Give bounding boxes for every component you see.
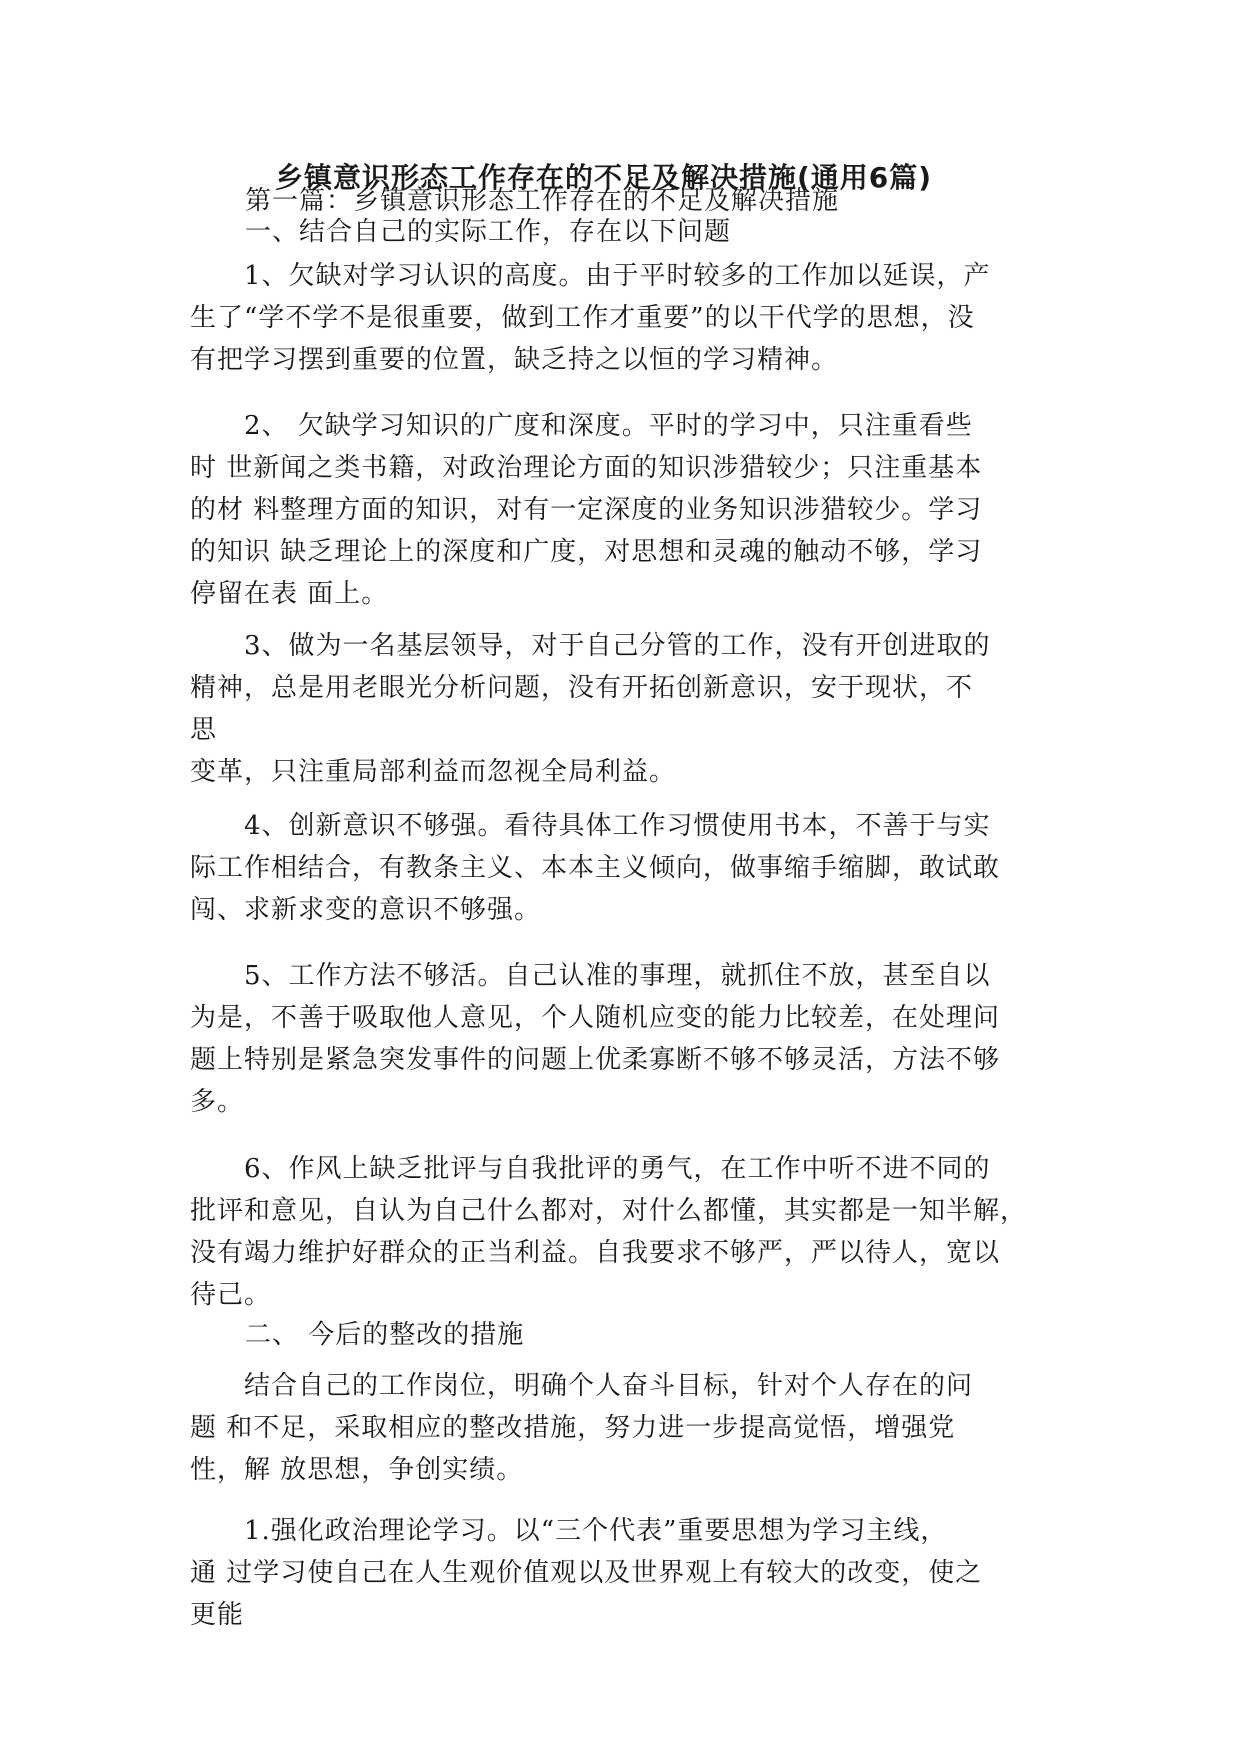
paragraph-line: 时 世新闻之类书籍，对政治理论方面的知识涉猎较少；只注重基本: [190, 453, 983, 483]
paragraph-line: 题 和不足，采取相应的整改措施，努力进一步提高觉悟，增强党: [190, 1413, 956, 1443]
paragraph-line: 闯、求新求变的意识不够强。: [190, 895, 542, 925]
paragraph-line: 通 过学习使自己在人生观价值观以及世界观上有较大的改变，使之: [190, 1558, 983, 1588]
paragraph-line: 有把学习摆到重要的位置，缺乏持之以恒的学习精神。: [190, 345, 839, 375]
paragraph-2: [190, 405, 1050, 615]
paragraph-line: 精神，总是用老眼光分析问题，没有开拓创新意识，安于现状，不: [190, 673, 974, 703]
paragraph-line: 的材 料整理方面的知识，对有一定深度的业务知识涉猎较少。学习: [190, 495, 983, 525]
paragraph-line: 生了“学不学不是很重要，做到工作才重要”的以干代学的思想，没: [190, 303, 975, 333]
paragraph-line: 思: [190, 715, 218, 745]
paragraph-5: [190, 955, 1050, 1123]
paragraph-line: 没有竭力维护好群众的正当利益。自我要求不够严，严以待人，宽以: [190, 1238, 1001, 1268]
paragraph-line: 5、工作方法不够活。自己认准的事理，就抓住不放，甚至自以: [190, 961, 991, 991]
paragraph-line: 性，解 放思想，争创实绩。: [190, 1455, 524, 1485]
paragraph-8: [190, 1510, 1050, 1636]
paragraph-1: [190, 255, 1050, 381]
paragraph-line: 1.强化政治理论学习。以“三个代表”重要思想为学习主线，: [190, 1516, 948, 1546]
paragraph-line: 6、作风上缺乏批评与自我批评的勇气，在工作中听不进不同的: [190, 1154, 991, 1184]
chapter-heading: 第一篇：乡镇意识形态工作存在的不足及解决措施: [245, 186, 840, 216]
paragraph-line: 3、做为一名基层领导，对于自己分管的工作，没有开创进取的: [190, 631, 991, 661]
paragraph-line: 2、 欠缺学习知识的广度和深度。平时的学习中，只注重看些: [190, 411, 973, 441]
paragraph-line: 多。: [190, 1087, 245, 1117]
paragraph-line: 题上特别是紧急突发事件的问题上优柔寡断不够不够灵活，方法不够: [190, 1045, 1001, 1075]
document-title: 乡镇意识形态工作存在的不足及解决措施(通用6篇): [275, 161, 933, 194]
paragraph-4: [190, 805, 1050, 931]
paragraph-line: 停留在表 面上。: [190, 579, 389, 609]
paragraph-line: 更能: [190, 1600, 245, 1630]
paragraph-line: 变革，只注重局部利益而忽视全局利益。: [190, 757, 677, 787]
paragraph-line: 待己。: [190, 1280, 272, 1310]
paragraph-line: 的知识 缺乏理论上的深度和广度，对思想和灵魂的触动不够，学习: [190, 537, 983, 567]
paragraph-line: 1、欠缺对学习认识的高度。由于平时较多的工作加以延误，产: [190, 261, 991, 291]
paragraph-3: [190, 625, 1050, 793]
paragraph-line: 为是，不善于吸取他人意见，个人随机应变的能力比较差，在处理问: [190, 1003, 1001, 1033]
section-heading-1: 一、结合自己的实际工作，存在以下问题: [245, 217, 732, 247]
paragraph-line: 4、创新意识不够强。看待具体工作习惯使用书本，不善于与实: [190, 811, 991, 841]
paragraph-7: [190, 1365, 1050, 1491]
paragraph-line: 结合自己的工作岗位，明确个人奋斗目标，针对个人存在的问: [190, 1371, 974, 1401]
paragraph-6: [190, 1148, 1050, 1316]
paragraph-line: 批评和意见，自认为自己什么都对，对什么都懂，其实都是一知半解，: [190, 1196, 1028, 1226]
section-heading-2: 二、 今后的整改的措施: [245, 1320, 525, 1350]
paragraph-line: 际工作相结合，有教条主义、本本主义倾向，做事缩手缩脚，敢试敢: [190, 853, 1001, 883]
